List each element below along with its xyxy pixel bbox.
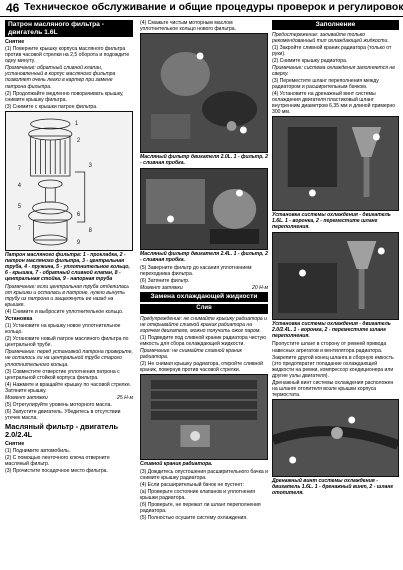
photo-radiator-drain [140,374,268,460]
paragraph: (3) Дождитесь опустошения расширительного бачка и снимите крышку радиатора. [140,469,268,482]
photo-coolant-fill-2-0-2-4 [272,232,399,320]
paragraph: (4) Смажьте чистым моторным маслом уплотнительное кольцо нового фильтра. [140,20,237,33]
paragraph: (6) Запустите двигатель. Убедитесь в отсутствии утечек масла. [5,408,121,421]
paragraph: Пропустите шланг в сторону от ремней привода навесных агрегатов и вентилятора радиатора. [272,341,387,354]
subheading-removal: Снятие [5,440,25,447]
photo-coolant-fill-1-6 [272,116,399,211]
page-header [0,0,403,17]
paragraph: (3) Переместите шланг переполнения между радиатором и расширительным бачком. [272,77,379,90]
paragraph: (3) Совместите отверстие уплотнения патрона с центральной стойкой корпуса фильтра. [5,368,120,381]
figure-caption: Масляный фильтр двигателя 2.4L. 1 - фильтр, 2 - сливная пробка. [140,251,268,264]
paragraph: (6) Затяните фильтр. [140,278,190,285]
figure-caption: Масляный фильтр двигателя 2.0L. 1 - фильтр, 2 - сливная пробка. [140,154,268,167]
paragraph: (3) Снимите с крышки патрон фильтра. [5,103,98,110]
svg-text:9: 9 [76,239,81,246]
figure-caption: Патрон масляного фильтра: 1 - прокладка, 2 - патрон масляного фильтра, 3 - центральная труба, 4 - пружина, 5 - уплотнительное кольцо, 6 - крышка, 7 - обратный сливной клапан, 8 - центральная стойка, 9 - напорная труба [5,251,130,282]
torque-spec [5,395,133,401]
paragraph: (2) Продолжайте медленно поворачивать крышку, снимите крышку фильтра. [5,90,124,103]
paragraph: (2) Снимите крышку радиатора. [272,57,348,64]
paragraph: (1) Поднимите автомобиль. [5,447,71,454]
section-title-coolant: Замена охлаждающей жидкости [140,292,268,302]
svg-text:8: 8 [88,227,92,234]
note: Примечание: не снимайте сливной краник радиатора. [140,347,242,360]
warning: Предупреждение: не снимайте крышку радиатора и не открывайте сливной краник радиатора на горячем двигателе, можно получить ожог паром. [140,315,268,334]
paragraph: (1) Поверните крышку корпуса масляного фильтра против часовой стрелки на 2,5 оборота и подождите одну минуту. [5,46,130,65]
spec-label: Момент затяжки [140,285,183,292]
column-1 [5,20,133,475]
subheading-removal: Снятие [5,39,25,46]
svg-text:2: 2 [76,137,81,144]
paragraph: (2) С помощью ленточного ключа отверните масляный фильтр. [5,455,110,468]
paragraph: (1) Закройте сливной краник радиатора (только от руки). [272,44,392,57]
warning: Предостережение: заливайте только рекомендованный тип охлаждающей жидкости. [272,31,389,44]
section-title-filling: Заполнение [272,20,399,30]
figure-caption: Дренажный винт системы охлаждения - двигатель 1.6L. 1 - дренажный винт, 2 - шланг отопителя. [272,477,394,496]
note: Примечание: перед установкой патрона проверьте, не осталось ли на центральной трубе старого уплотнительного кольца. [5,349,133,368]
paragraph: (4) Установите на дренажный винт системы охлаждения двигателя пластиковый шланг внутренним диаметром 6,35 мм и длиной примерно 300 мм. [272,91,396,116]
paragraph: Дренажный винт системы охлаждения расположен на шланге отопителя возле крышки корпуса термостата. [272,379,394,398]
paragraph: (2) Не снимая крышку радиатора, откройте сливной краник, повернув против часовой стрелки. [140,360,264,374]
spec-value: 20 Н·м [252,285,268,292]
note: Примечание: система охлаждения заполняется не сверху. [272,64,396,77]
svg-text:6: 6 [76,211,81,218]
figure-caption: Установка системы охлаждения - двигатель 1.6L. 1 - воронка, 2 - переместите шланг переполнения. [272,212,391,231]
paragraph: (5) Заверните фильтр до касания уплотнением переходника фильтра. [140,265,252,278]
svg-text:3: 3 [88,162,92,169]
subheading-drain: Слив [140,304,268,314]
figure-caption: Сливной краник радиатора. [140,461,213,468]
note: Примечание: если центральная труба отделилась от крышки и осталась в патроне, нужно вынуть трубу из патрона и защелкнуть ее назад на крышке. [5,283,130,309]
spec-label: Момент затяжки [5,394,48,401]
paragraph: (4) Нажмите и вращайте крышку по часовой стрелке. Затяните крышку. [5,381,132,394]
paragraph: (4) Если расширительный бачок не пустеет: [140,482,244,489]
figure-caption: Установка системы охлаждения - двигатель 2.0/2.4L. 1 - воронка, 2 - переместите шланг переполнения. [272,321,391,340]
section-title-oil-filter-1-6: Патрон масляного фильтра - двигатель 1.6L [5,20,133,37]
svg-text:4: 4 [17,182,22,189]
heading-oil-filter-2-0-2-4: Масляный фильтр - двигатель 2.0/2.4L [5,421,119,439]
paragraph: (2) Установите новый патрон масляного фильтра по центральной трубе. [5,336,129,349]
paragraph: (4) Снимите и выбросите уплотнительное кольцо. [5,309,124,316]
torque-spec [140,285,268,291]
page-number: 46 [6,1,20,15]
paragraph: (5) Полностью осушите систему охлаждения. [140,515,248,522]
column-3 [272,20,399,498]
svg-text:5: 5 [17,203,22,210]
oil-filter-diagram [5,111,133,251]
svg-text:1: 1 [74,120,79,127]
subheading-install: Установка [5,316,33,323]
note: Примечание: обратный сливной клапан, установленный в корпус масляного фильтра позволяет очень легко в картер при замене патрона фильтра. [5,65,116,90]
page-title: Техническое обслуживание и общие процедуры проверок и регулировок [24,2,403,13]
photo-oil-filter-2-4 [140,168,268,250]
paragraph: (1) Подведите под сливной краник радиатора чистую емкость для сбора охлаждающей жидкости. [140,334,266,347]
paragraph: (1) Установите на крышку новое уплотнительное кольцо. [5,323,121,336]
paragraph: (а) Проверьте состояние клапанов и уплотнения крышки радиатора. [140,489,255,502]
paragraph: Закрепите другой конец шланга в сборную емкость (это предотвратит попадание охлаждающей жидкости на ремни, компрессор кондиционера или другие узлы двигателя). [272,354,394,379]
spec-value: 25 Н·м [117,394,133,401]
photo-drain-screw [272,399,399,477]
svg-text:7: 7 [17,225,22,232]
paragraph: (б) Проверьте, не пережат ли шланг переполнения радиатора. [140,502,261,515]
paragraph: (3) Прочистите посадочное место фильтра. [5,468,108,475]
paragraph: (5) Отрегулируйте уровень моторного масла. [5,401,112,408]
column-2 [140,20,268,523]
photo-oil-filter-2-0 [140,33,268,153]
